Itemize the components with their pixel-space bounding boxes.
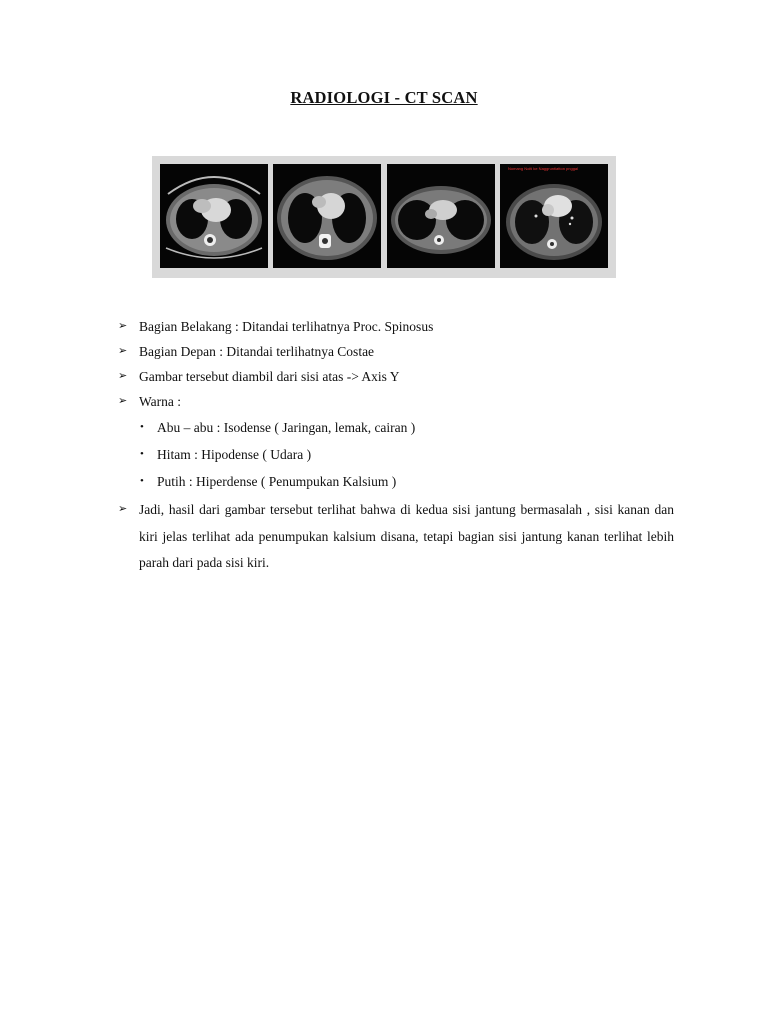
sub-list-item-text: Hitam : Hipodense ( Udara ) bbox=[157, 447, 312, 462]
sub-list-item-text: Putih : Hiperdense ( Penumpukan Kalsium ) bbox=[157, 474, 397, 489]
list-item bbox=[118, 314, 674, 339]
list-item bbox=[118, 339, 674, 364]
list-item-text: Gambar tersebut diambil dari sisi atas -> Axis Y bbox=[139, 369, 400, 384]
content-list bbox=[118, 314, 674, 577]
list-item bbox=[118, 364, 674, 389]
list-item-text: Warna : bbox=[139, 394, 182, 409]
dot-bullet-icon: • bbox=[140, 475, 144, 487]
list-item-text: Bagian Depan : Ditandai terlihatnya Costae bbox=[139, 344, 375, 359]
ct-scan-image-1 bbox=[160, 164, 268, 268]
ct-scan-image-4 bbox=[500, 164, 608, 268]
conclusion-text: Jadi, hasil dari gambar tersebut terlihat bahwa di kedua sisi jantung bermasalah , sisi kanan dan kiri jelas terlihat ada penumpukan kalsium disana, tetapi bagian sisi jantung kanan terlihat lebih parah dari pada sisi kiri. bbox=[139, 502, 674, 570]
dot-bullet-icon: • bbox=[140, 421, 144, 433]
arrow-bullet-icon: ➢ bbox=[118, 503, 128, 515]
arrow-bullet-icon: ➢ bbox=[118, 395, 128, 407]
dot-bullet-icon: • bbox=[140, 448, 144, 460]
conclusion-item bbox=[118, 497, 674, 577]
sub-list-item-text: Abu – abu : Isodense ( Jaringan, lemak, cairan ) bbox=[157, 420, 416, 435]
ct-scan-image-strip bbox=[152, 156, 616, 278]
sub-list-item bbox=[118, 468, 674, 495]
arrow-bullet-icon: ➢ bbox=[118, 370, 128, 382]
sub-list-item bbox=[118, 414, 674, 441]
arrow-bullet-icon: ➢ bbox=[118, 320, 128, 332]
ct-scan-image-2 bbox=[273, 164, 381, 268]
list-item bbox=[118, 389, 674, 414]
ct-scan-image-3 bbox=[387, 164, 495, 268]
sub-list-item bbox=[118, 441, 674, 468]
page-title: RADIOLOGI - CT SCAN bbox=[290, 88, 478, 107]
list-item-text: Bagian Belakang : Ditandai terlihatnya Proc. Spinosus bbox=[139, 319, 434, 334]
scan-caption-text: Nomang Noiti ke Naggruntiatton pnggal bbox=[508, 166, 579, 171]
arrow-bullet-icon: ➢ bbox=[118, 345, 128, 357]
